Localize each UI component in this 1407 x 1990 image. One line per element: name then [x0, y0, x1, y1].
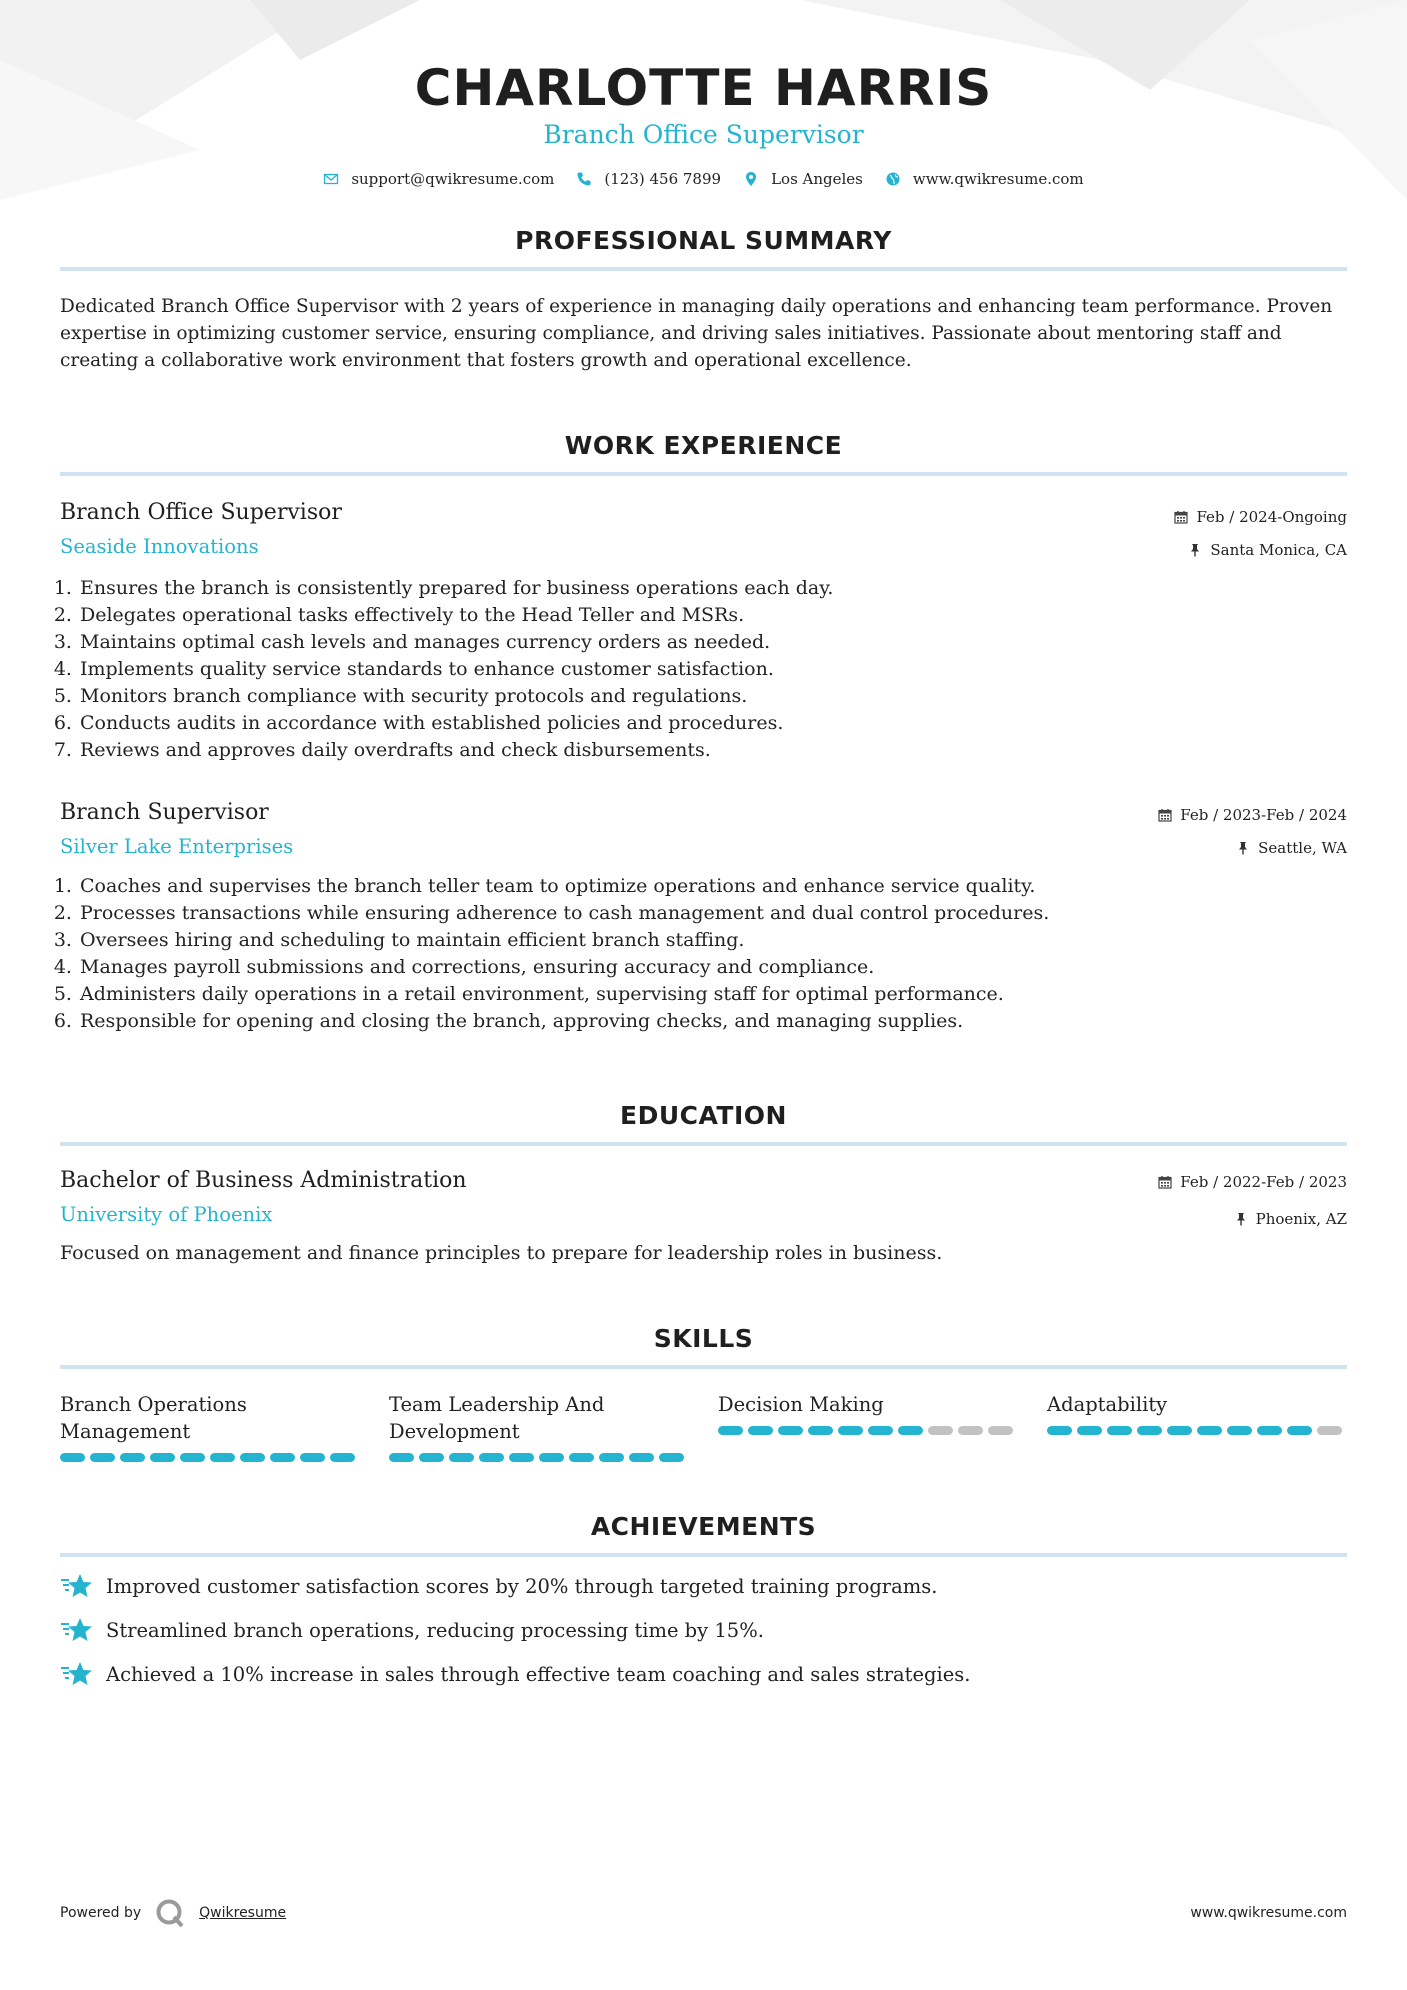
skill-segment-filled — [1197, 1426, 1222, 1435]
pushpin-icon — [1234, 1212, 1248, 1226]
skill-segment-filled — [1137, 1426, 1162, 1435]
skill-segment-filled — [599, 1453, 624, 1462]
experience-heading: WORK EXPERIENCE — [564, 431, 843, 460]
skills-heading: SKILLS — [653, 1324, 754, 1353]
skill-segment-filled — [808, 1426, 833, 1435]
list-item: 1. Ensures the branch is consistently prepared for business operations each day. — [78, 575, 1347, 602]
education-description: Focused on management and finance principles to prepare for leadership roles in business. — [60, 1242, 943, 1264]
skill-segment-filled — [120, 1453, 145, 1462]
skill-segment-filled — [1077, 1426, 1102, 1435]
skills-section — [60, 1324, 1347, 1462]
skill-segment-filled — [509, 1453, 534, 1462]
skill-item — [389, 1391, 689, 1462]
achievement-text: Streamlined branch operations, reducing processing time by 15%. — [106, 1618, 764, 1642]
job-responsibilities — [60, 873, 1347, 1035]
skill-segment-filled — [838, 1426, 863, 1435]
pushpin-icon — [1188, 543, 1202, 557]
skill-segment-filled — [330, 1453, 355, 1462]
job-company: Seaside Innovations — [60, 535, 259, 558]
skill-segment-filled — [718, 1426, 743, 1435]
list-item: 5. Administers daily operations in a retail environment, supervising staff for optimal performance. — [78, 981, 1347, 1008]
candidate-name: CHARLOTTE HARRIS — [414, 59, 993, 117]
contact-phone[interactable] — [576, 170, 721, 188]
achievement-item — [60, 1659, 1347, 1689]
skill-name: Branch Operations Management — [60, 1393, 247, 1443]
skill-segment-filled — [539, 1453, 564, 1462]
skill-level-bar — [60, 1453, 360, 1462]
skill-item — [718, 1391, 1018, 1462]
skill-segment-empty — [1317, 1426, 1342, 1435]
skill-segment-filled — [1227, 1426, 1252, 1435]
education-location: Phoenix, AZ — [1255, 1210, 1347, 1228]
skill-segment-filled — [629, 1453, 654, 1462]
phone-text: (123) 456 7899 — [604, 170, 722, 188]
website-text: www.qwikresume.com — [912, 170, 1084, 188]
skill-segment-filled — [1107, 1426, 1132, 1435]
skill-segment-filled — [898, 1426, 923, 1435]
summary-text: Dedicated Branch Office Supervisor with 2 years of experience in managing daily operations and enhancing team performance. Proven expertise in optimizing customer service, ensuring compliance, and driving sales initiatives. Passionate about mentoring staff and creating a collaborative work environment that fosters growth and operational excellence. — [60, 296, 1333, 371]
list-item: 2. Processes transactions while ensuring adherence to cash management and dual control procedures. — [78, 900, 1347, 927]
star-icon — [60, 1659, 94, 1689]
section-divider — [60, 267, 1347, 271]
calendar-icon — [1158, 1175, 1172, 1189]
star-icon — [60, 1615, 94, 1645]
list-item: 6. Conducts audits in accordance with established policies and procedures. — [78, 710, 1347, 737]
contact-email[interactable] — [323, 170, 554, 188]
globe-icon — [885, 171, 901, 187]
job-entry-2 — [60, 800, 1347, 1035]
skill-segment-filled — [449, 1453, 474, 1462]
envelope-icon — [323, 171, 339, 187]
achievement-item — [60, 1615, 1347, 1645]
achievements-heading: ACHIEVEMENTS — [590, 1512, 817, 1541]
skill-segment-filled — [569, 1453, 594, 1462]
skill-segment-filled — [419, 1453, 444, 1462]
skill-level-bar — [718, 1426, 1018, 1435]
education-section — [60, 1101, 1347, 1264]
achievements-section — [60, 1512, 1347, 1689]
skill-segment-empty — [928, 1426, 953, 1435]
skill-segment-filled — [1257, 1426, 1282, 1435]
phone-icon — [576, 171, 592, 187]
skill-segment-filled — [389, 1453, 414, 1462]
skill-segment-filled — [270, 1453, 295, 1462]
contact-location — [743, 170, 863, 188]
section-divider — [60, 1365, 1347, 1369]
skill-segment-empty — [958, 1426, 983, 1435]
education-date: Feb / 2022-Feb / 2023 — [1180, 1173, 1347, 1191]
list-item: 3. Maintains optimal cash levels and manages currency orders as needed. — [78, 629, 1347, 656]
job-date: Feb / 2024-Ongoing — [1196, 508, 1347, 526]
list-item: 6. Responsible for opening and closing the branch, approving checks, and managing supplies. — [78, 1008, 1347, 1035]
skill-segment-filled — [90, 1453, 115, 1462]
pushpin-icon — [1236, 841, 1250, 855]
job-role: Branch Supervisor — [60, 800, 269, 825]
skill-segment-filled — [210, 1453, 235, 1462]
map-pin-icon — [743, 171, 759, 187]
summary-section — [60, 226, 1347, 374]
skill-item — [60, 1391, 360, 1462]
list-item: 2. Delegates operational tasks effectively to the Head Teller and MSRs. — [78, 602, 1347, 629]
skill-segment-filled — [748, 1426, 773, 1435]
skill-name: Adaptability — [1047, 1393, 1168, 1416]
skill-item — [1047, 1391, 1347, 1462]
skill-segment-filled — [150, 1453, 175, 1462]
skill-level-bar — [389, 1453, 689, 1462]
footer-website[interactable]: www.qwikresume.com — [1190, 1905, 1347, 1921]
location-text: Los Angeles — [771, 170, 863, 188]
list-item: 5. Monitors branch compliance with security protocols and regulations. — [78, 683, 1347, 710]
contact-bar — [60, 170, 1347, 188]
achievement-item — [60, 1571, 1347, 1601]
achievement-text: Improved customer satisfaction scores by 20% through targeted training programs. — [106, 1574, 938, 1598]
section-divider — [60, 1142, 1347, 1146]
job-role: Branch Office Supervisor — [60, 500, 342, 525]
skill-segment-filled — [659, 1453, 684, 1462]
skill-segment-empty — [988, 1426, 1013, 1435]
powered-by-label: Powered by — [60, 1905, 142, 1921]
list-item: 3. Oversees hiring and scheduling to maintain efficient branch staffing. — [78, 927, 1347, 954]
skill-segment-filled — [868, 1426, 893, 1435]
skill-segment-filled — [479, 1453, 504, 1462]
section-divider — [60, 472, 1347, 476]
skill-segment-filled — [180, 1453, 205, 1462]
job-responsibilities — [60, 575, 1347, 764]
achievement-text: Achieved a 10% increase in sales through effective team coaching and sales strategies. — [106, 1662, 971, 1686]
experience-section — [60, 431, 1347, 1035]
education-entry — [60, 1168, 1347, 1264]
job-entry-1 — [60, 500, 1347, 764]
skill-level-bar — [1047, 1426, 1347, 1435]
school-name: University of Phoenix — [60, 1203, 273, 1226]
skill-segment-filled — [778, 1426, 803, 1435]
star-icon — [60, 1571, 94, 1601]
education-heading: EDUCATION — [620, 1101, 787, 1130]
skills-grid — [60, 1391, 1347, 1462]
section-divider — [60, 1553, 1347, 1557]
resume-header — [60, 0, 1347, 188]
list-item: 7. Reviews and approves daily overdrafts and check disbursements. — [78, 737, 1347, 764]
qwikresume-logo-icon — [155, 1898, 185, 1928]
qwikresume-link[interactable]: Qwikresume — [199, 1905, 287, 1921]
job-location: Santa Monica, CA — [1210, 541, 1347, 559]
list-item: 4. Manages payroll submissions and corrections, ensuring accuracy and compliance. — [78, 954, 1347, 981]
job-company: Silver Lake Enterprises — [60, 835, 294, 858]
calendar-icon — [1158, 808, 1172, 822]
list-item: 1. Coaches and supervises the branch teller team to optimize operations and enhance service quality. — [78, 873, 1347, 900]
skill-name: Team Leadership And Development — [389, 1393, 605, 1443]
calendar-icon — [1174, 510, 1188, 524]
candidate-title: Branch Office Supervisor — [543, 120, 864, 149]
skill-segment-filled — [60, 1453, 85, 1462]
skill-segment-filled — [300, 1453, 325, 1462]
job-location: Seattle, WA — [1258, 839, 1347, 857]
email-text: support@qwikresume.com — [351, 170, 555, 188]
skill-segment-filled — [1287, 1426, 1312, 1435]
job-date: Feb / 2023-Feb / 2024 — [1180, 806, 1347, 824]
summary-heading: PROFESSIONAL SUMMARY — [515, 226, 892, 255]
skill-segment-filled — [1167, 1426, 1192, 1435]
skill-segment-filled — [1047, 1426, 1072, 1435]
skill-segment-filled — [240, 1453, 265, 1462]
skill-name: Decision Making — [718, 1393, 884, 1416]
degree-name: Bachelor of Business Administration — [60, 1168, 467, 1193]
list-item: 4. Implements quality service standards to enhance customer satisfaction. — [78, 656, 1347, 683]
page-footer — [60, 1898, 1347, 1928]
contact-website[interactable] — [885, 170, 1084, 188]
